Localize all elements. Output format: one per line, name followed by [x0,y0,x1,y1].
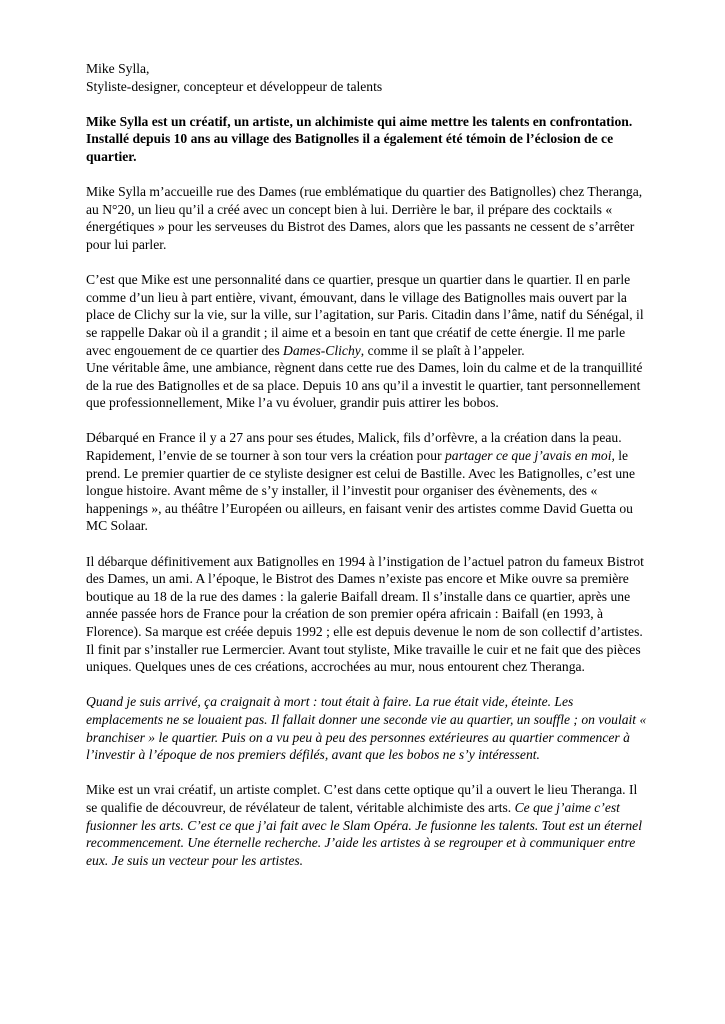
paragraph-2-continued: Une véritable âme, une ambiance, règnent dans cette rue des Dames, loin du calme et de la tranquillité de la rue des Batignolles et de sa place. Depuis 10 ans qu’il a investit le quartier, tant personnellement que professionnellement, Mike l’a vu évoluer, grandir puis attirer les bobos. [86,360,643,411]
author-name: Mike Sylla, [86,61,150,76]
paragraph-3-italic: partager ce que j’avais en moi, [444,448,615,464]
lead-paragraph: Mike Sylla est un créatif, un artiste, un alchimiste qui aime mettre les talents en confrontation. Installé depuis 10 ans au village des Batignolles il a également été témoin de l’éclosion de ce quartier. [86,113,633,164]
paragraph-6 [86,781,651,869]
paragraph-5-italic: Quand je suis arrivé, ça craignait à mort : tout était à faire. La rue était vide, éteinte. Les emplacements ne se louaient pas. Il fallait donner une seconde vie au quartier, un souffle ; on voulait « branchiser » le quartier. Puis on a vu peu à peu des personnes extérieures au quartier commencer à l’investir à l’époque de nos premiers défilés, avant que les bobos ne s’y intéressent. [86,694,647,763]
paragraph-2 [86,271,651,359]
paragraph-3-text-b: le prend. Le premier quartier de ce styliste designer est celui de Bastille. Avec les Batignolles, c’est une longue histoire. Avant même de s’y installer, il l’investit pour organiser des évènements, des « happenings », au théâtre l’Européen ou ailleurs, en faisant venir des artistes comme David Guetta ou MC Solaar. [86,448,635,534]
paragraph-3-text-a: Débarqué en France il y a 27 ans pour ses études, Malick, fils d’orfèvre, a la création dans la peau. Rapidement, l’envie de se tourner à son tour vers la création pour [86,430,622,464]
paragraph-4: Il débarque définitivement aux Batignolles en 1994 à l’instigation de l’actuel patron du fameux Bistrot des Dames, un ami. A l’époque, le Bistrot des Dames n’existe pas encore et Mike ouvre sa première boutique au 18 de la rue des dames : la galerie Baifall dream. Il s’installe dans ce quartier, après une année passée hors de France pour la création de son premier opéra africain : Baifall (en 1993, à Florence). Sa marque est créée depuis 1992 ; elle est depuis devenue le nom de son collectif d’artistes. Il finit par s’installer rue Lermercier. Avant tout styliste, Mike travaille le cuir et ne fait que des pièces uniques. Quelques unes de ces créations, accrochées au mur, nous entourent chez Theranga. [86,553,644,675]
paragraph-1: Mike Sylla m’accueille rue des Dames (rue emblématique du quartier des Batignolles) chez Theranga, au N°20, un lieu qu’il a créé avec un concept bien à lui. Derrière le bar, il prépare des cocktails « énergétiques » pour les serveuses du Bistrot des Dames, alors que les passants ne cessent de s’arrêter pour lui parler. [86,184,643,252]
paragraph-2-text-a: C’est que Mike est une personnalité dans ce quartier, presque un quartier dans le quartier. Il en parle comme d’un lieu à part entière, vivant, émouvant, dans le village des Batignolles mais ouvert par la place de Clichy sur la vie, sur la ville, sur l’agitation, sur Paris. Citadin dans l’âme, natif du Sénégal, il se rappelle Dakar où il a grandit ; il aime et a besoin en tant que créatif de cette énergie. Il me parle avec engouement de ce quartier des [86,272,644,358]
paragraph-5-quote [86,693,651,763]
paragraph-2-italic: Dames-Clichy [283,342,361,358]
author-title: Styliste-designer, concepteur et développeur de talents [86,78,383,94]
paragraph-6-italic: Ce que j’aime c’est fusionner les arts. C’est ce que j’ai fait avec le Slam Opéra. Je fusionne les talents. Tout est un éternel recommencement. Une éternelle recherche. J’aide les artistes à se regrouper et à communiquer entre eux. Je suis un vecteur pour les artistes. [86,799,642,868]
paragraph-6-text: Mike est un vrai créatif, un artiste complet. C’est dans cette optique qu’il a ouvert le lieu Theranga. Il se qualifie de découvreur, de révélateur de talent, véritable alchimiste des arts. [86,782,638,815]
paragraph-2-text-b: , comme il se plaît à l’appeler. [360,342,525,358]
paragraph-3 [86,429,651,535]
